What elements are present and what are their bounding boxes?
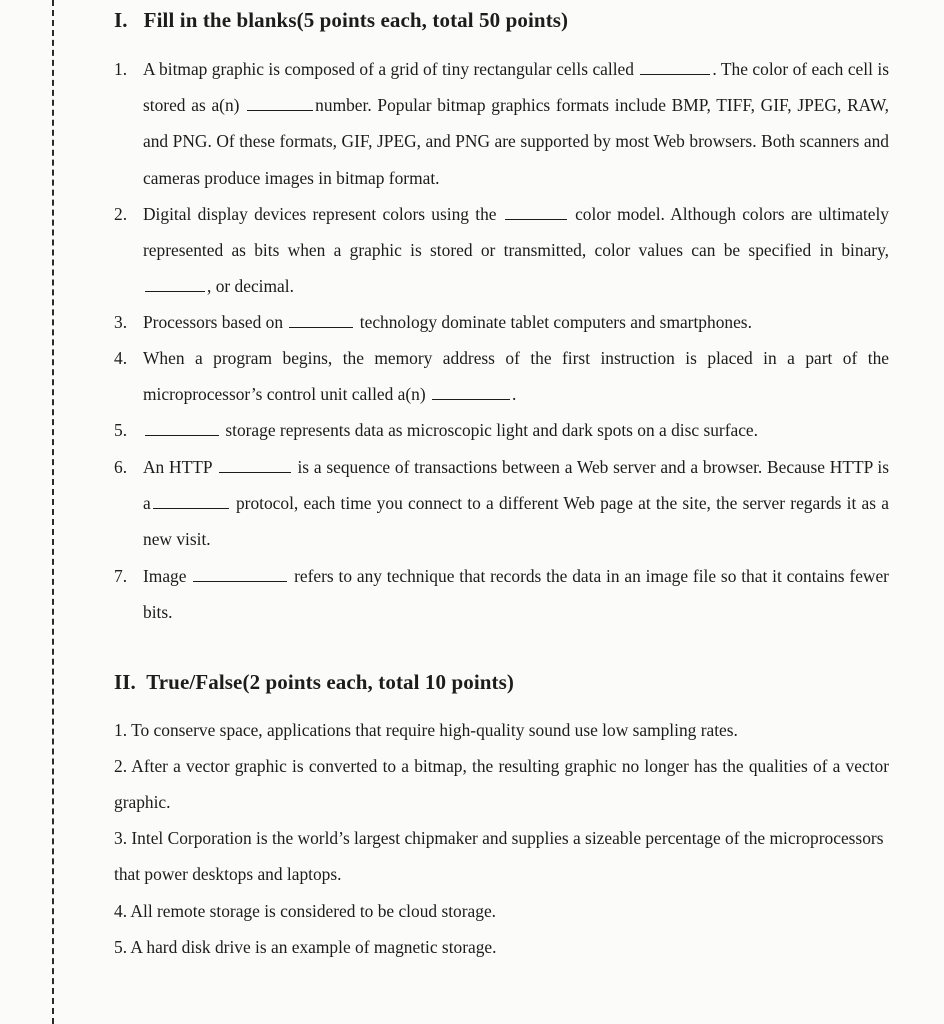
answer-blank[interactable] (289, 311, 353, 328)
blank-question-2: 2. Digital display devices represent colors using the color model. Although colors are ultimately represented as bits when a graphic is stored or transmitted, color values can be specified in binary, , or decimal. (114, 196, 889, 305)
question-number: 7. (114, 566, 128, 586)
blank-question-7: 7. Image refers to any technique that records the data in an image file so that it contains fewer bits. (114, 558, 889, 630)
blank-question-1: 1. A bitmap graphic is composed of a grid of tiny rectangular cells called . The color of each cell is stored as a(n) number. Popular bitmap graphics formats include BMP, TIFF, GIF, JPEG, RAW, and PNG. Of these formats, GIF, JPEG, and PNG are supported by most Web browsers. Both scanners and cameras produce images in bitmap format. (114, 51, 889, 196)
answer-blank[interactable] (505, 203, 567, 220)
tf-statement-4: 4. All remote storage is considered to be cloud storage. (114, 901, 497, 921)
question-number: 1. (114, 59, 128, 79)
tf-statement-1: 1. To conserve space, applications that require high-quality sound use low sampling rates. (114, 720, 738, 740)
answer-blank[interactable] (153, 493, 229, 510)
blank-question-6: 6. An HTTP is a sequence of transactions between a Web server and a browser. Because HTTP is a protocol, each time you connect to a different Web page at the site, the server regards it as a new visit. (114, 449, 889, 558)
question-number: 5. (114, 420, 128, 440)
answer-blank[interactable] (145, 419, 219, 436)
section-1-title: I. Fill in the blanks(5 points each, total 50 points) (114, 8, 569, 32)
question-number: 2. (114, 204, 128, 224)
blank-question-5: 5. storage represents data as microscopic light and dark spots on a disc surface. (114, 412, 889, 448)
tf-statement-3: 3. Intel Corporation is the world’s largest chipmaker and supplies a sizeable percentage of the microprocessors that power desktops and laptops. (114, 828, 884, 885)
tf-statement-5: 5. A hard disk drive is an example of magnetic storage. (114, 937, 497, 957)
answer-blank[interactable] (247, 95, 313, 112)
answer-blank[interactable] (145, 276, 205, 293)
tf-statement-2: 2. After a vector graphic is converted to a bitmap, the resulting graphic no longer has the qualities of a vector graphic. (114, 756, 889, 813)
blank-question-4: 4. When a program begins, the memory address of the first instruction is placed in a part of the microprocessor’s control unit called a(n) . (114, 340, 889, 412)
answer-blank[interactable] (193, 565, 287, 582)
question-number: 3. (114, 312, 128, 332)
binding-margin-dashed-line (52, 0, 54, 1024)
blank-question-3: 3. Processors based on technology dominate tablet computers and smartphones. (114, 304, 889, 340)
section-2-title: II. True/False(2 points each, total 10 points) (114, 670, 515, 694)
answer-blank[interactable] (219, 456, 291, 473)
answer-blank[interactable] (640, 58, 710, 75)
question-number: 4. (114, 348, 128, 368)
answer-blank[interactable] (432, 384, 510, 401)
question-number: 6. (114, 457, 128, 477)
